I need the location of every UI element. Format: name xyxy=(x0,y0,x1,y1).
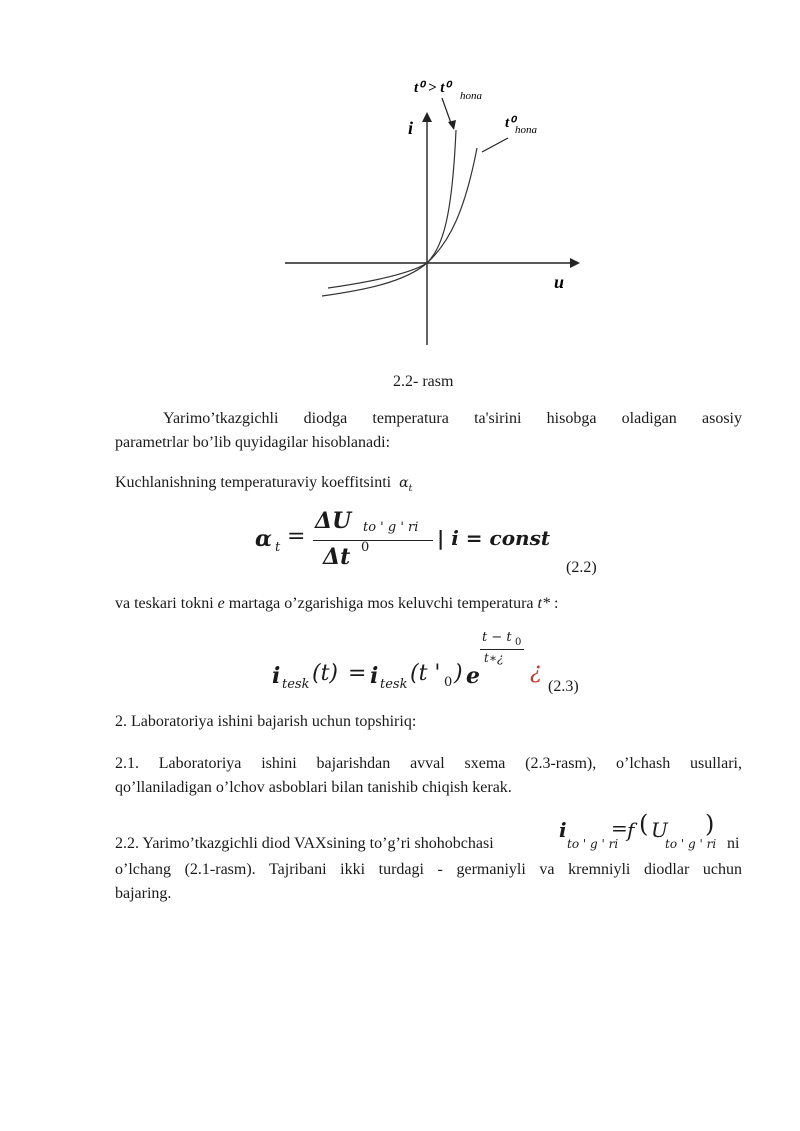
eq2-number: (2.3) xyxy=(548,678,579,695)
formula-f: f xyxy=(627,818,635,842)
formula-u-sub: to ' g ' ri xyxy=(665,837,717,851)
paragraph-3-e: e xyxy=(217,595,225,612)
equation-2-2 xyxy=(255,508,605,576)
figure-caption: 2.2- rasm xyxy=(393,373,454,390)
eq2-equals: = xyxy=(348,661,367,686)
item-2-2-prefix: 2.2. Yarimo’tkazgichli diod VAXsining to’g’ri shohobchasi xyxy=(115,835,494,852)
eq2-exp-bar xyxy=(480,649,524,650)
eq2-arg1: (t) xyxy=(312,661,339,686)
paragraph-2 xyxy=(115,471,412,501)
formula-u: U xyxy=(651,818,668,842)
equation-2-3 xyxy=(272,625,602,700)
eq2-exp-num: t − t xyxy=(482,630,512,645)
item-2-2-line-2: o’lchang (2.1-rasm). Tajribani ikki turdagi - germaniyli va kremniyli diodlar uchun xyxy=(115,861,742,878)
paragraph-3-suffix: : xyxy=(549,595,559,612)
label-room-sub: hona xyxy=(515,124,537,136)
eq1-denominator-sup: 0 xyxy=(361,540,370,555)
eq1-denominator: Δt xyxy=(323,544,351,570)
item-2-2-suffix: ni xyxy=(727,835,740,852)
section-heading-2: 2. Laboratoriya ishini bajarish uchun topshiriq: xyxy=(115,713,417,730)
paragraph-3 xyxy=(115,592,558,616)
curve-hot xyxy=(322,130,456,296)
item-2-2-line-1 xyxy=(115,810,742,858)
paragraph-2-text: Kuchlanishning temperaturaviy koeffitsinti xyxy=(115,474,392,491)
alpha-symbol-sub: t xyxy=(408,484,413,495)
paragraph-1 xyxy=(115,407,742,455)
eq2-exp-den: t∗¿ xyxy=(484,651,504,665)
label-hot: t⁰ > t⁰ xyxy=(414,80,451,96)
eq1-numerator: ΔU xyxy=(315,508,352,534)
item-2-1 xyxy=(115,752,742,800)
item-2-2-line-3: bajaring. xyxy=(115,885,172,902)
formula-i-sub: to ' g ' ri xyxy=(567,837,619,851)
eq2-exp-num-sub: 0 xyxy=(515,637,522,648)
eq1-lhs: α xyxy=(255,526,272,552)
eq1-numerator-sub: to ' g ' ri xyxy=(363,520,419,535)
pointer-room xyxy=(482,138,508,152)
formula-paren-close: ) xyxy=(705,810,715,838)
eq2-e: e xyxy=(466,663,480,689)
label-hot-sub: hona xyxy=(460,90,482,102)
alpha-symbol: α xyxy=(399,475,409,491)
forward-branch-formula xyxy=(559,810,719,858)
paragraph-1-line-1: Yarimo’tkazgichli diodga temperatura ta'sirini hisobga oladigan asosiy xyxy=(163,410,742,427)
eq1-fraction-bar xyxy=(313,540,433,541)
eq1-lhs-sub: t xyxy=(275,540,281,555)
formula-i: i xyxy=(559,818,567,842)
label-i: i xyxy=(408,118,414,138)
formula-equals: = xyxy=(611,816,628,840)
eq2-arg2-close: ) xyxy=(454,661,463,686)
eq2-arg2-open: (t ' xyxy=(410,661,441,686)
curve-room xyxy=(328,148,477,288)
item-2-2 xyxy=(115,810,742,906)
label-room: t⁰ xyxy=(505,115,516,131)
eq2-i1-sub: tesk xyxy=(282,677,310,692)
paragraph-3-prefix: va teskari tokni xyxy=(115,595,218,612)
u-axis-arrow xyxy=(570,258,580,268)
eq2-tail: ¿ xyxy=(530,659,542,684)
paragraph-1-line-2: parametrlar bo’lib quyidagilar hisoblanadi: xyxy=(115,434,391,451)
formula-paren-open: ( xyxy=(639,810,649,838)
iv-curve-figure xyxy=(270,70,590,355)
i-axis-arrow xyxy=(422,112,432,122)
paragraph-3-middle: martaga o’zgarishiga mos keluvchi temperatura xyxy=(224,595,538,612)
eq2-i2: i xyxy=(370,663,379,689)
eq1-condition: | i = const xyxy=(437,526,551,550)
eq1-equals: = xyxy=(287,524,306,549)
item-2-1-line-2: qo’llaniladigan o’lchov asboblari bilan tanishib chiqish kerak. xyxy=(115,779,512,796)
eq1-number: (2.2) xyxy=(566,559,597,576)
item-2-1-line-1: 2.1. Laboratoriya ishini bajarishdan avval sxema (2.3-rasm), o’lchash usullari, xyxy=(115,755,742,772)
pointer-hot-head xyxy=(448,120,456,130)
label-u: u xyxy=(554,272,565,292)
eq2-arg2-sub: 0 xyxy=(444,675,453,690)
eq2-i2-sub: tesk xyxy=(380,677,408,692)
paragraph-3-tstar: t* xyxy=(537,595,550,612)
eq2-i1: i xyxy=(272,663,281,689)
